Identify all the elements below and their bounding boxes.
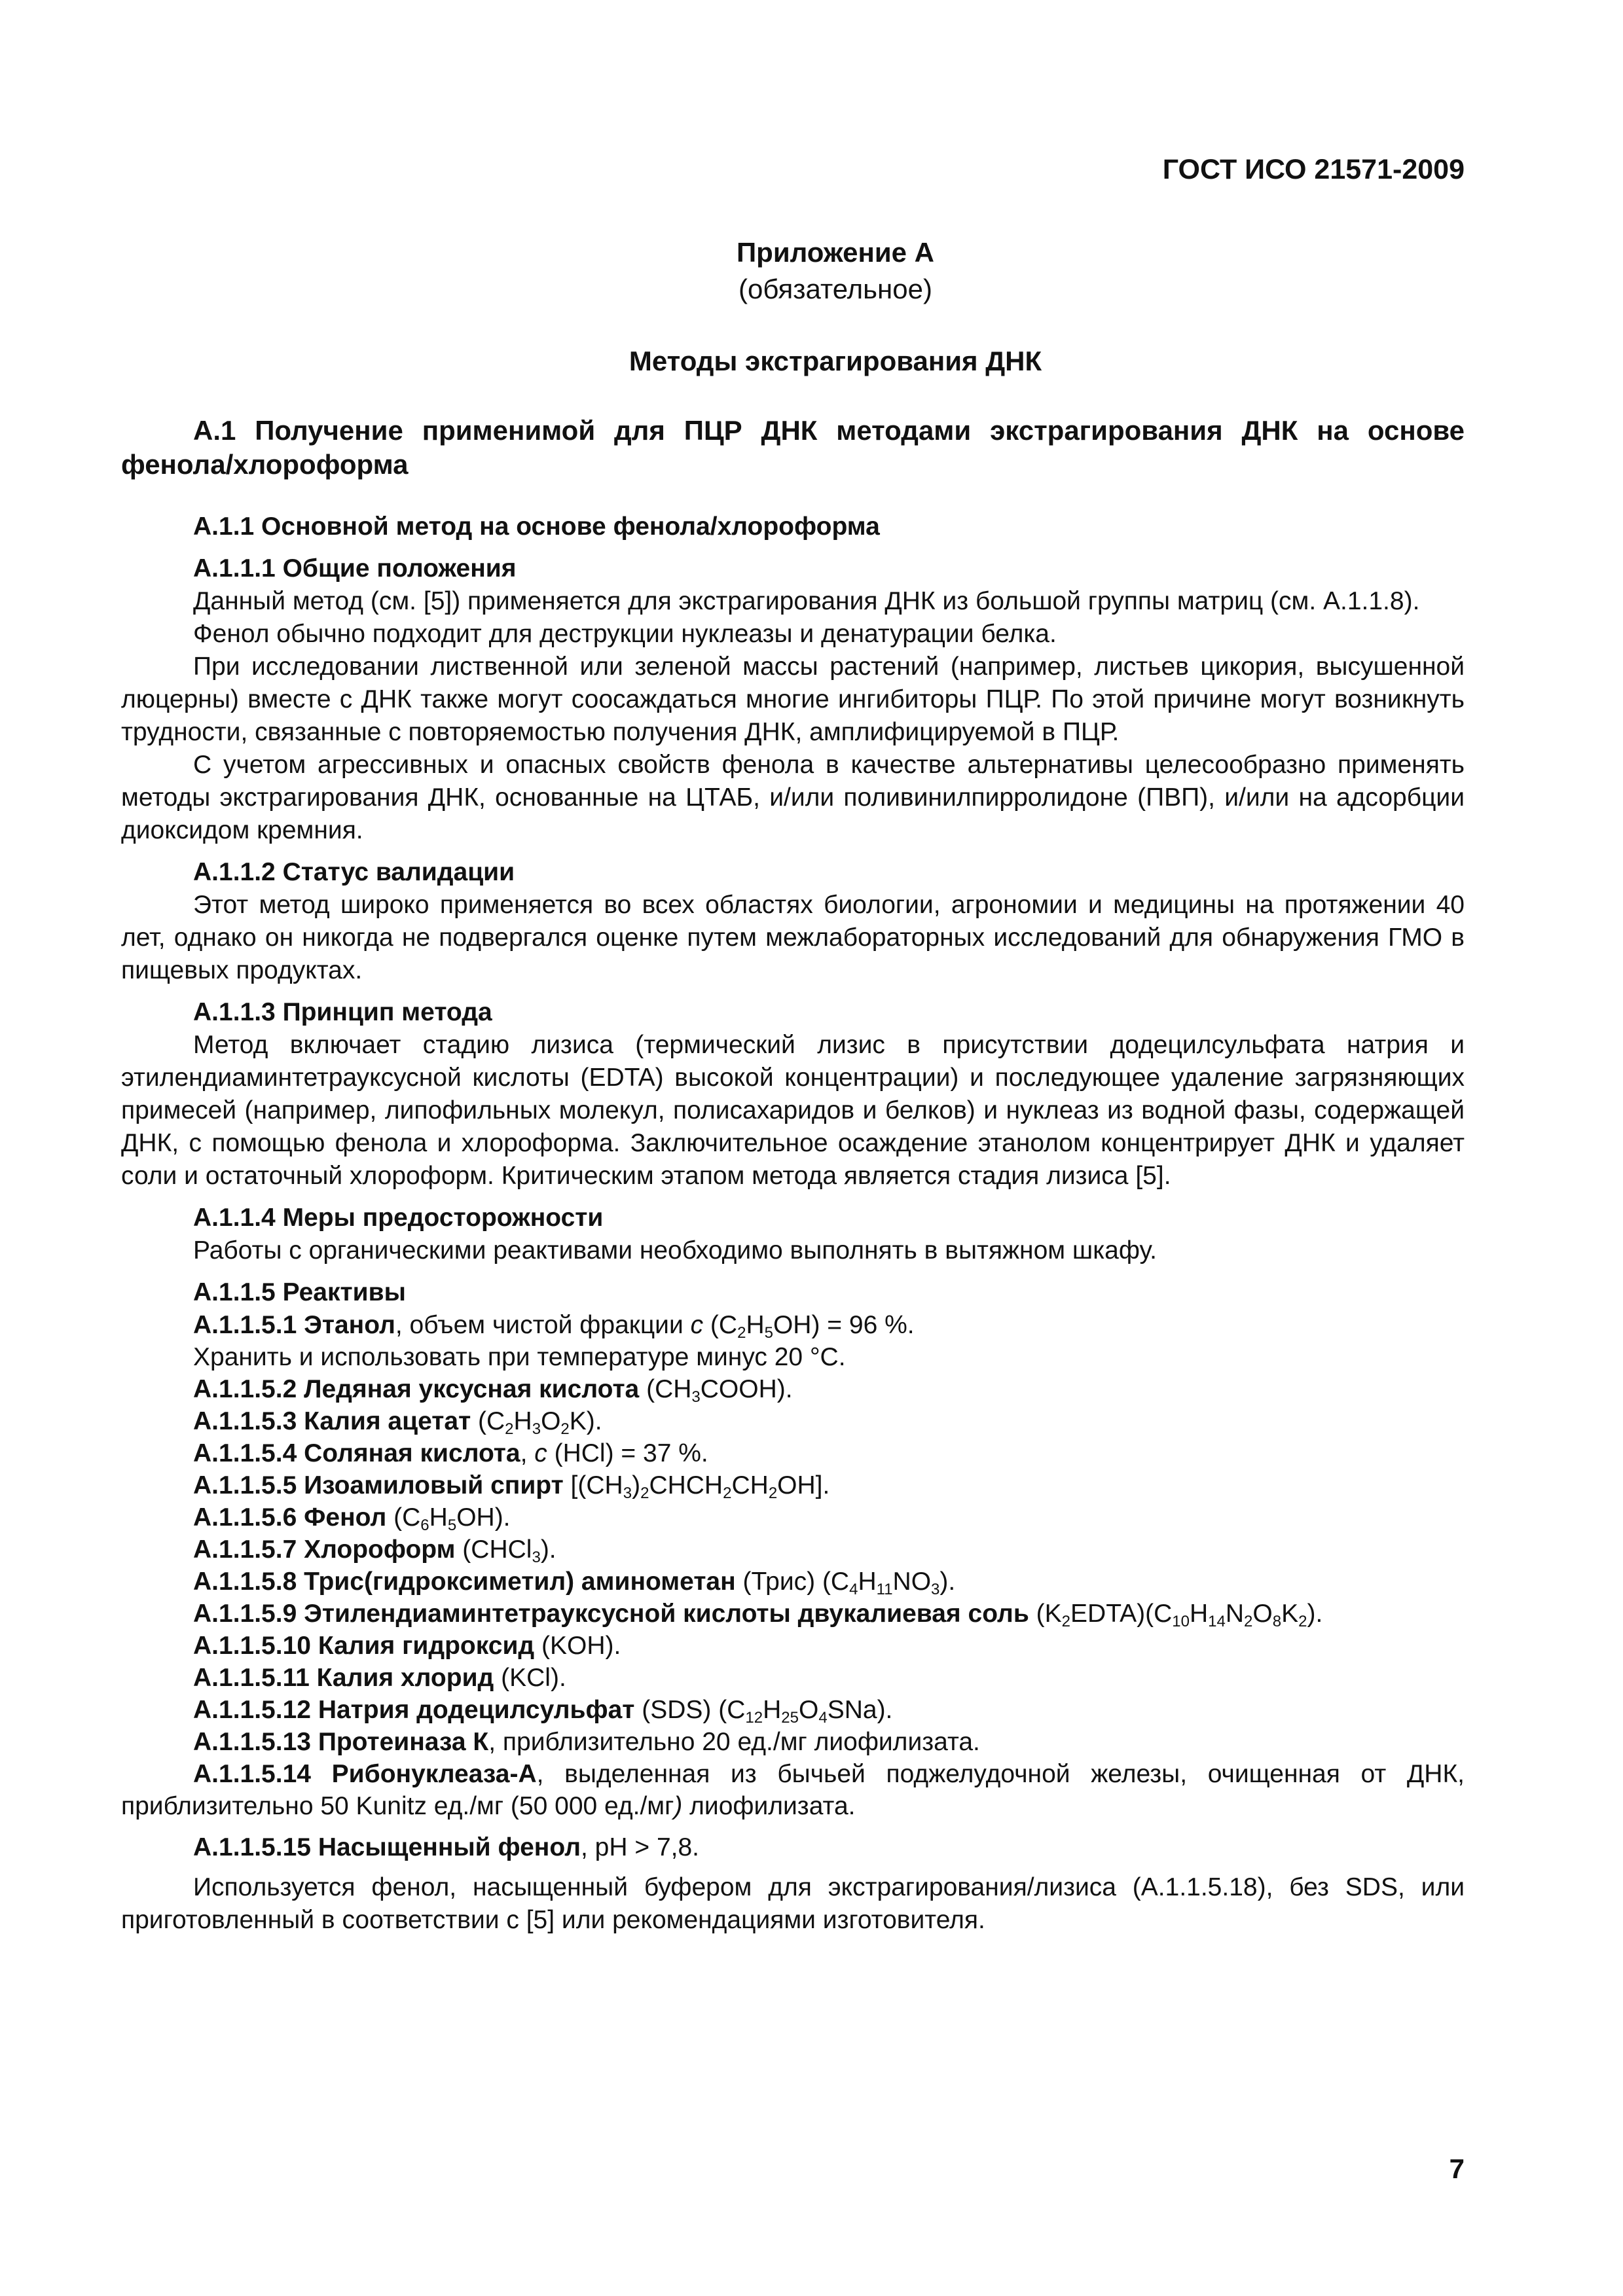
standard-code: ГОСТ ИСО 21571-2009 xyxy=(1162,154,1465,185)
reagent-item: А.1.1.5.13 Протеиназа К, приблизительно 20 ед./мг лиофилизата. xyxy=(193,1728,980,1756)
reagent-number: А.1.1.5.14 xyxy=(193,1760,311,1788)
page-number: 7 xyxy=(1449,2153,1465,2184)
section-a1115-title: А.1.1.5 Реактивы xyxy=(193,1278,406,1306)
paragraph: Используется фенол, насыщенный буфером для экстрагирования/лизиса (А.1.1.5.18), без SDS, или приготовленный в соответствии с [5] или рекомендациями изготовителя. xyxy=(121,1873,1465,1934)
reagent-name: Этилендиаминтетрауксусной кислоты двукалиевая соль xyxy=(304,1600,1029,1628)
section-a1113-title: А.1.1.3 Принцип метода xyxy=(193,998,492,1026)
reagent-number: А.1.1.5.6 xyxy=(193,1503,297,1532)
reagent-item: А.1.1.5.15 Насыщенный фенол, pH > 7,8. xyxy=(193,1833,700,1861)
section-a1111-title: А.1.1.1 Общие положения xyxy=(193,554,517,583)
reagent-number: А.1.1.5.11 xyxy=(193,1664,310,1692)
reagent-name: Калия ацетат xyxy=(304,1407,471,1435)
appendix-subtitle: (обязательное) xyxy=(739,274,932,304)
reagent-item: А.1.1.5.9 Этилендиаминтетрауксусной кислоты двукалиевая соль $(K_2EDTA)(C_{10}H_{14}N_2O_8K_2)$. xyxy=(193,1600,1323,1630)
page-content xyxy=(121,234,1465,1937)
methods-title: Методы экстрагирования ДНК xyxy=(629,346,1042,376)
paragraph: С учетом агрессивных и опасных свойств фенола в качестве альтернативы целесообразно применять методы экстрагирования ДНК, основанные на ЦТАБ, и/или поливинилпирролидоне (ПВП), и/или на адсорбции диоксидом кремния. xyxy=(121,751,1465,844)
reagent-name: Калия гидроксид xyxy=(318,1632,535,1660)
reagent-name: Трис(гидроксиметил) аминометан xyxy=(304,1568,736,1596)
reagent-name: Соляная кислота xyxy=(304,1439,520,1467)
reagent-name: Натрия додецилсульфат xyxy=(318,1696,635,1724)
reagent-name: Хлороформ xyxy=(304,1535,456,1564)
reagent-item: А.1.1.5.6 Фенол $(C_6H_5OH)$. xyxy=(193,1503,511,1534)
reagent-item: А.1.1.5.4 Соляная кислота, c (HCl) = 37 %. xyxy=(193,1439,708,1467)
reagent-item: А.1.1.5.8 Трис(гидроксиметил) аминометан (Трис) $(C_4H_{11}NO_3)$. xyxy=(193,1568,956,1598)
reagent-number: А.1.1.5.4 xyxy=(193,1439,297,1467)
reagent-item: А.1.1.5.11 Калия хлорид (KCl). xyxy=(193,1664,566,1692)
paragraph: Этот метод широко применяется во всех областях биологии, агрономии и медицины на протяжении 40 лет, однако он никогда не подвергался оценке путем межлабораторных исследований для обнаружения ГМО в пищевых продуктах. xyxy=(121,891,1465,984)
reagent-item: А.1.1.5.2 Ледяная уксусная кислота $(CH_3COOH)$. xyxy=(193,1375,793,1406)
section-a1114-title: А.1.1.4 Меры предосторожности xyxy=(193,1204,604,1232)
reagent-item: А.1.1.5.14 Рибонуклеаза-А, выделенная из бычьей поджелудочной железы, очищенная от ДНК, приблизительно 50 Kunitz ед./мг (50 000 ед./мг) лиофилизата. xyxy=(121,1760,1465,1820)
reagent-number: А.1.1.5.10 xyxy=(193,1632,311,1660)
reagent-number: А.1.1.5.12 xyxy=(193,1696,311,1724)
reagent-number: А.1.1.5.5 xyxy=(193,1471,297,1499)
reagent-number: А.1.1.5.8 xyxy=(193,1568,297,1596)
reagent-number: А.1.1.5.9 xyxy=(193,1600,297,1628)
reagent-item: А.1.1.5.5 Изоамиловый спирт $[(CH_3)_2CHCH_2CH_2OH]$. xyxy=(193,1471,830,1502)
reagent-name: Протеиназа К xyxy=(318,1728,489,1756)
reagent-item: А.1.1.5.10 Калия гидроксид (KOH). xyxy=(193,1632,621,1660)
section-a1112-title: А.1.1.2 Статус валидации xyxy=(193,858,515,886)
reagent-number: А.1.1.5.3 xyxy=(193,1407,297,1435)
reagent-item: А.1.1.5.7 Хлороформ (CHCl$_3$). xyxy=(193,1535,556,1566)
paragraph: Работы с органическими реактивами необходимо выполнять в вытяжном шкафу. xyxy=(193,1236,1157,1265)
reagent-item: А.1.1.5.12 Натрия додецилсульфат (SDS) $(C_{12}H_{25}O_4SNa)$. xyxy=(193,1696,893,1727)
reagent-name: Изоамиловый спирт xyxy=(304,1471,564,1499)
reagent-number: А.1.1.5.7 xyxy=(193,1535,297,1564)
reagent-name: Рибонуклеаза-А xyxy=(331,1760,537,1788)
reagent-name: Насыщенный фенол xyxy=(318,1833,581,1861)
reagent-name: Этанол xyxy=(304,1311,395,1339)
section-a1-title: А.1 Получение применимой для ПЦР ДНК методами экстрагирования ДНК на основе фенола/хлороформа xyxy=(121,415,1465,480)
reagent-name: Ледяная уксусная кислота xyxy=(304,1375,640,1403)
paragraph: Метод включает стадию лизиса (термический лизис в присутствии додецилсульфата натрия и этилендиаминтетрауксусной кислоты (EDTA) высокой концентрации) и последующее удаление загрязняющих примесей (например, липофильных молекул, полисахаридов и белков) и нуклеаз из водной фазы, содержащей ДНК, с помощью фенола и хлороформа. Заключительное осаждение этанолом концентрирует ДНК и удаляет соли и остаточный хлороформ. Критическим этапом метода является стадия лизиса [5]. xyxy=(121,1031,1465,1190)
paragraph: При исследовании лиственной или зеленой массы растений (например, листьев цикория, высушенной люцерны) вместе с ДНК также могут соосаждаться многие ингибиторы ПЦР. По этой причине могут возникнуть трудности, связанные с повторяемостью получения ДНК, амплифицируемой в ПЦР. xyxy=(121,653,1465,746)
reagent-number: А.1.1.5.13 xyxy=(193,1728,311,1756)
reagent-number: А.1.1.5.15 xyxy=(193,1833,311,1861)
reagent-name: Калия хлорид xyxy=(316,1664,494,1692)
reagent-name: Фенол xyxy=(304,1503,387,1532)
reagent-item: А.1.1.5.1 Этанол, объем чистой фракции c $(C_2H_5OH) = 96$ %. xyxy=(193,1311,915,1342)
section-a111-title: А.1.1 Основной метод на основе фенола/хлороформа xyxy=(193,512,880,541)
paragraph: Данный метод (см. [5]) применяется для экстрагирования ДНК из большой группы матриц (см. А.1.1.8). xyxy=(193,587,1420,615)
paragraph: Фенол обычно подходит для деструкции нуклеазы и денатурации белка. xyxy=(193,620,1057,648)
reagent-note: Хранить и использовать при температуре минус 20 °С. xyxy=(193,1343,846,1371)
reagent-number: А.1.1.5.1 xyxy=(193,1311,297,1339)
reagent-item: А.1.1.5.3 Калия ацетат $(C_2H_3O_2K)$. xyxy=(193,1407,602,1438)
appendix-title: Приложение А xyxy=(736,237,935,268)
reagent-number: А.1.1.5.2 xyxy=(193,1375,297,1403)
